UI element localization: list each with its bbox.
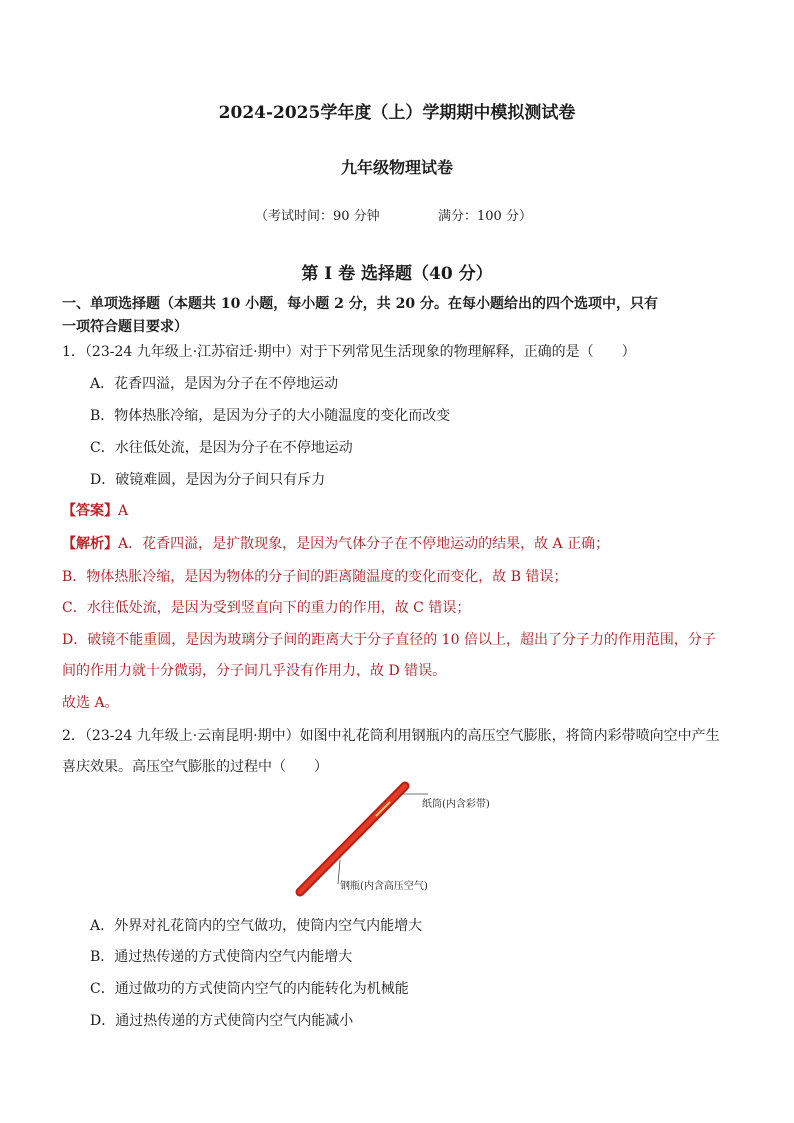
q2-stem-line1: 2．（23-24 九年级上·云南昆明·期中）如图中礼花筒利用钢瓶内的高压空气膨胀，将筒内彩带喷向空中产生 xyxy=(62,728,720,744)
section-instruction-line2: 一项符合题目要求） xyxy=(62,319,188,335)
analysis-a: A．花香四溢，是扩散现象，是因为气体分子在不停地运动的结果，故 A 正确； xyxy=(118,536,610,552)
q2-option-b: B．通过热传递的方式使筒内空气内能增大 xyxy=(90,949,353,965)
analysis-b: B．物体热胀冷缩，是因为物体的分子间的距离随温度的变化而变化，故 B 错误； xyxy=(62,569,568,585)
section-title: 第 I 卷 选择题（40 分） xyxy=(301,264,493,284)
q1-answer-line xyxy=(62,500,128,520)
answer-tag: 【答案】 xyxy=(62,503,118,519)
time-info: （考试时间：90 分钟 xyxy=(255,209,380,224)
q2-option-c: C．通过做功的方式使筒内空气的内能转化为机械能 xyxy=(90,981,409,997)
q1-option-c: C．水往低处流，是因为分子在不停地运动 xyxy=(90,440,353,456)
q1-stem: 1．（23-24 九年级上·江苏宿迁·期中）对于下列常见生活现象的物理解释，正确的是（ ） xyxy=(62,344,636,360)
q1-option-d: D．破镜难圆，是因为分子间只有斥力 xyxy=(90,472,326,488)
answer-value: A xyxy=(118,503,129,519)
q1-option-a: A．花香四溢，是因为分子在不停地运动 xyxy=(90,376,339,392)
analysis-d-line1: D．破镜不能重圆，是因为玻璃分子间的距离大于分子直径的 10 倍以上，超出了分子力的作用范围，分子 xyxy=(62,632,716,648)
section-instruction-line1: 一、单项选择题（本题共 10 小题，每小题 2 分，共 20 分。在每小题给出的四个选项中，只有 xyxy=(62,296,658,312)
exam-title: 2024-2025学年度（上）学期期中模拟测试卷 xyxy=(218,103,576,123)
analysis-tag: 【解析】 xyxy=(62,536,118,552)
q1-option-b: B．物体热胀冷缩，是因为分子的大小随温度的变化而改变 xyxy=(90,408,451,424)
analysis-c: C．水往低处流，是因为受到竖直向下的重力的作用，故 C 错误； xyxy=(62,600,471,616)
q2-option-d: D．通过热传递的方式使筒内空气内能减小 xyxy=(90,1013,354,1029)
score-info: 满分：100 分） xyxy=(438,209,532,224)
q2-option-a: A．外界对礼花筒内的空气做功，使筒内空气内能增大 xyxy=(90,918,423,934)
analysis-conclusion: 故选 A。 xyxy=(62,695,119,711)
analysis-d-line2: 间的作用力就十分微弱，分子间几乎没有作用力，故 D 错误。 xyxy=(62,663,447,679)
label-steel-cylinder: 钢瓶(内含高压空气) xyxy=(340,881,428,892)
confetti-cannon-figure xyxy=(280,780,520,900)
exam-subtitle: 九年级物理试卷 xyxy=(340,158,453,177)
q2-stem-line2: 喜庆效果。高压空气膨胀的过程中（ ） xyxy=(62,759,328,775)
label-paper-tube: 纸筒(内含彩带) xyxy=(422,799,490,810)
q1-analysis-a-line xyxy=(62,533,609,553)
